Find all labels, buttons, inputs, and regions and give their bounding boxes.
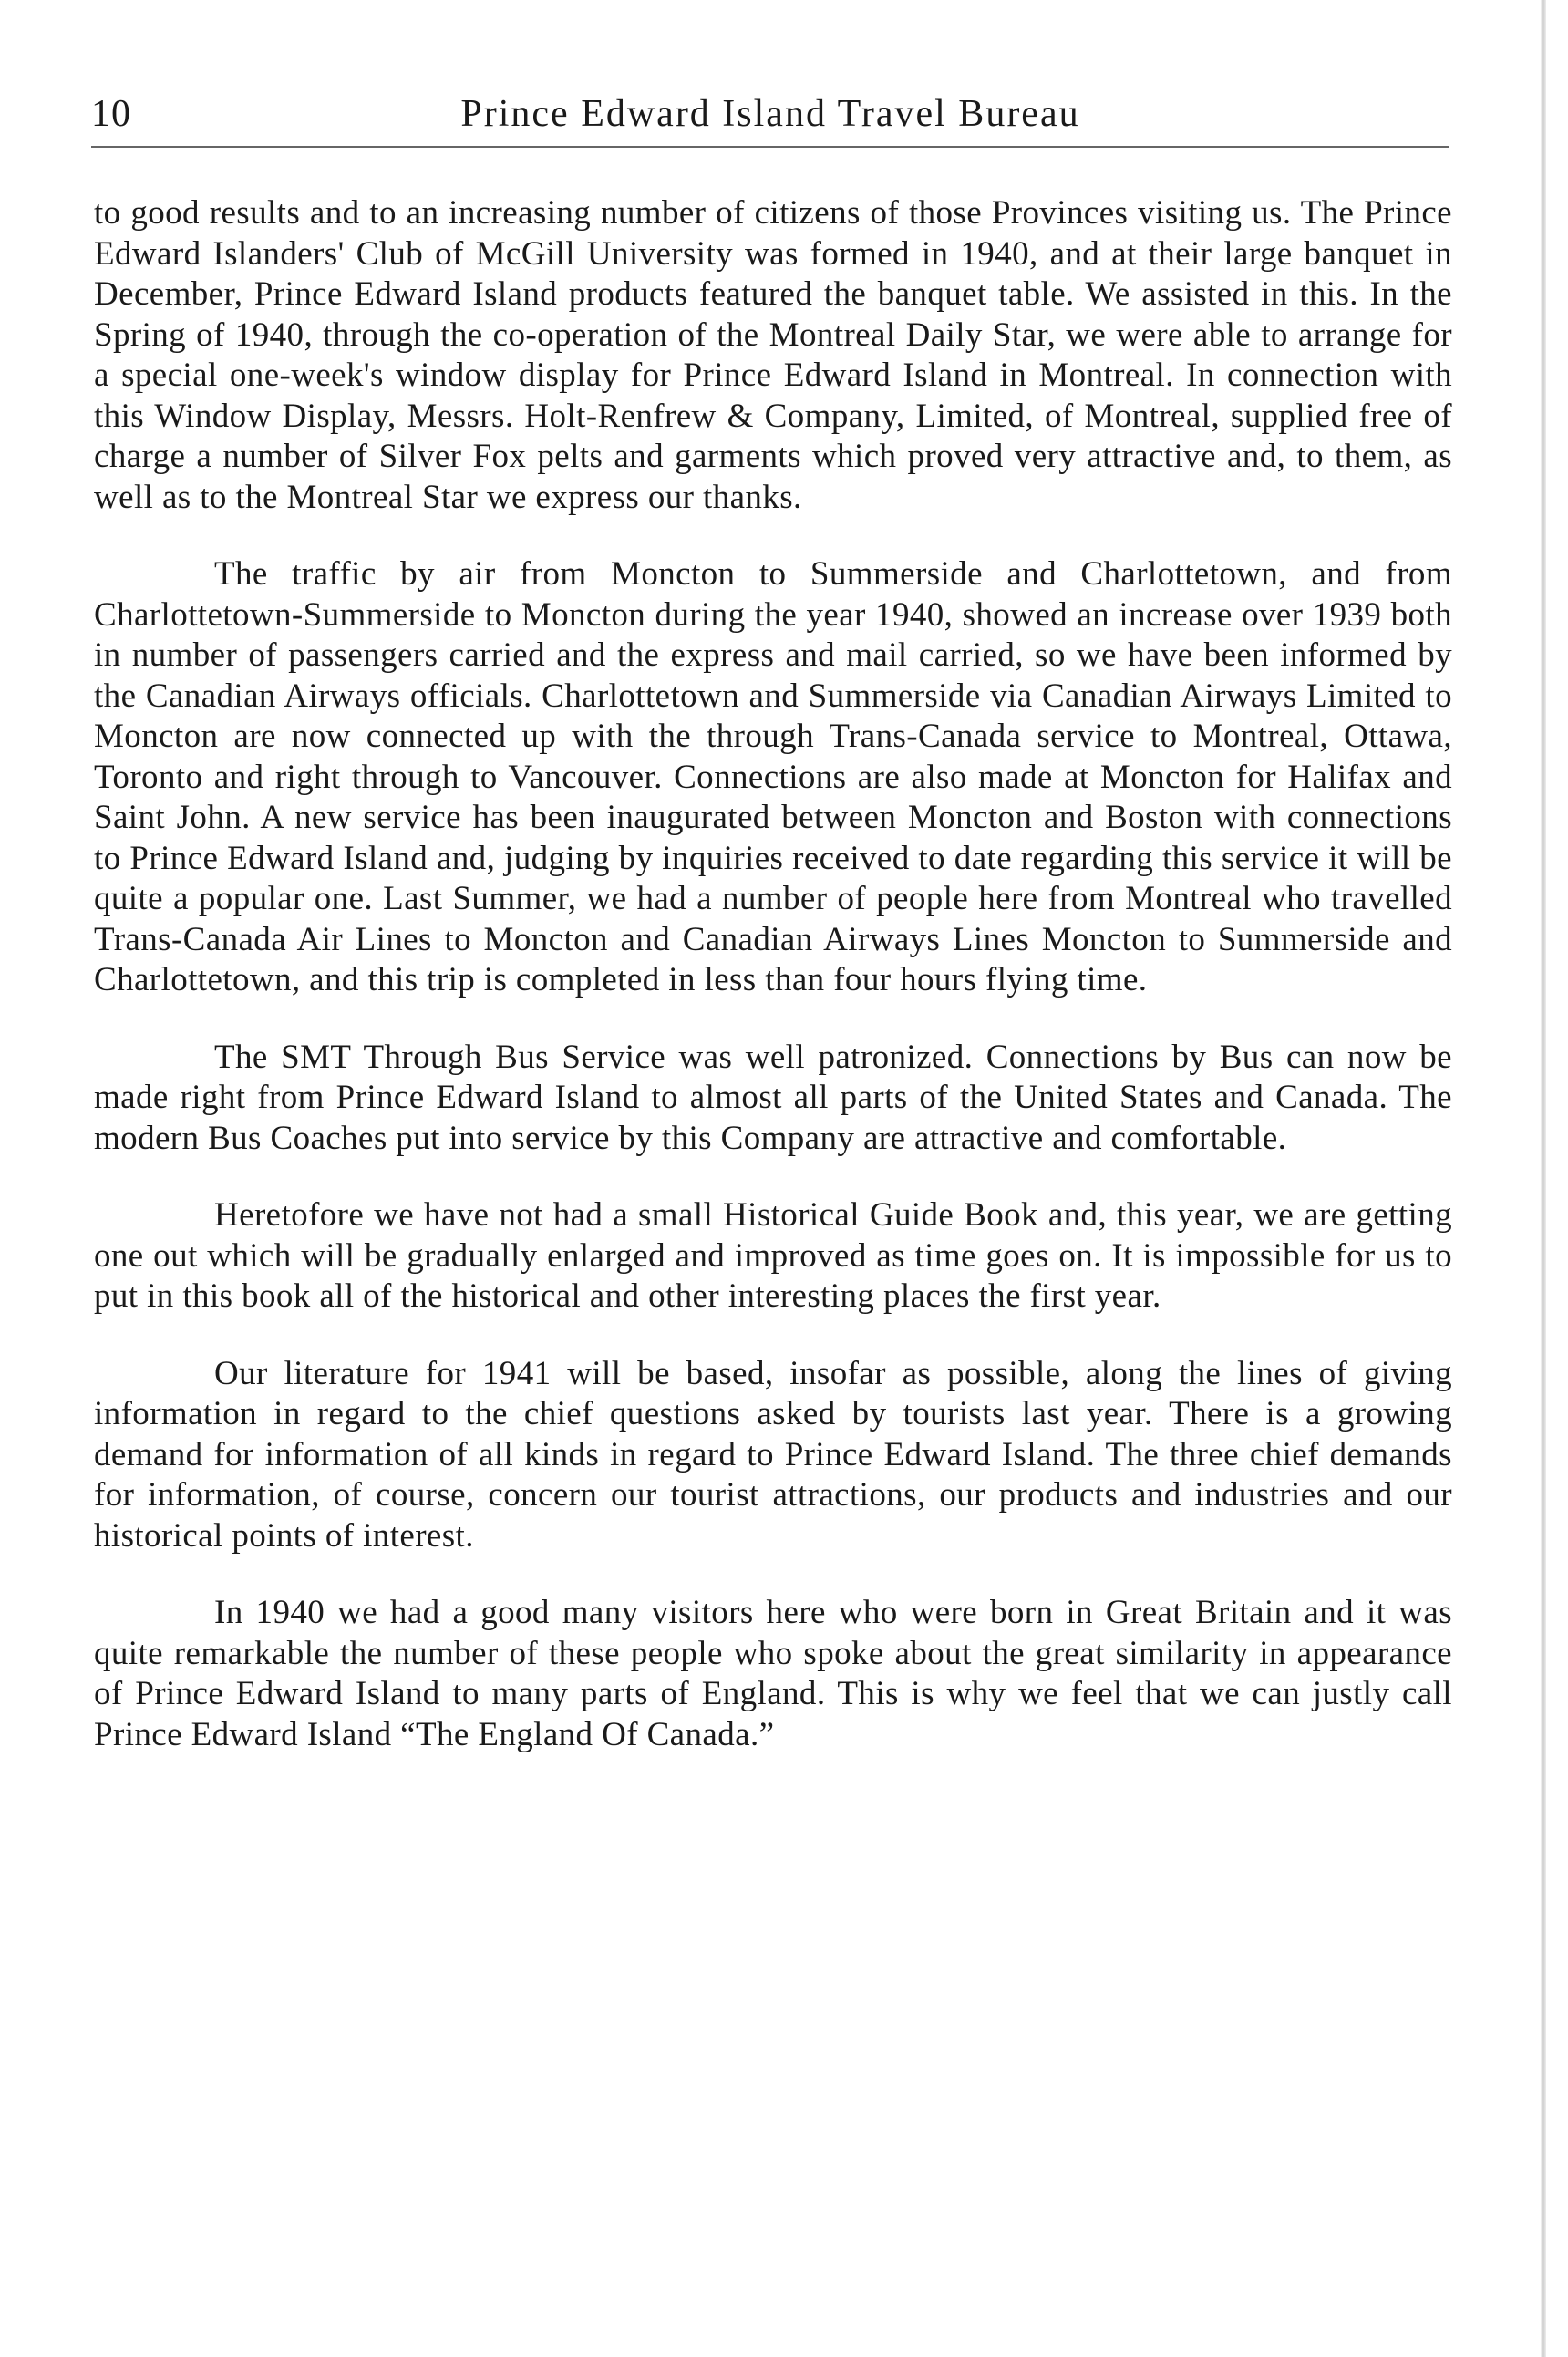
body-text <box>94 193 1452 1792</box>
running-head: Prince Edward Island Travel Bureau <box>460 93 1080 135</box>
paragraph-continued: to good results and to an increasing number of citizens of those Provinces visiting us. The Prince Edward Islanders' Club of McGill University was formed in 1940, and at their large banquet in December, Prince Edward Island products featured the banquet table. We assisted in this. In the Spring of 1940, through the co-operation of the Montreal Daily Star, we were able to arrange for a special one-week's window display for Prince Edward Island in Montreal. In connection with this Window Display, Messrs. Holt-Renfrew & Company, Limited, of Montreal, supplied free of charge a number of Silver Fox pelts and garments which proved very attractive and, to them, as well as to the Montreal Star we express our thanks. <box>94 194 1452 516</box>
paragraph-literature: Our literature for 1941 will be based, insofar as possible, along the lines of giving information in regard to the chief questions asked by tourists last year. There is a growing demand for information of all kinds in regard to Prince Edward Island. The three chief demands for information, of course, concern our tourist attractions, our products and industries and our historical points of interest. <box>94 1354 1452 1555</box>
paragraph-england-of-canada: In 1940 we had a good many visitors here who were born in Great Britain and it was quite remarkable the number of these people who spoke about the great similarity in appearance of Prince Edward Island to many parts of England. This is why we feel that we can justly call Prince Edward Island “The England Of Canada.” <box>94 1594 1452 1753</box>
page-number: 10 <box>91 93 131 135</box>
page-header <box>91 87 1449 141</box>
paragraph-air-traffic: The traffic by air from Moncton to Summerside and Charlottetown, and from Charlottetown-Summerside to Moncton during the year 1940, showed an increase over 1939 both in number of passengers carried and the express and mail carried, so we have been informed by the Canadian Airways officials. Charlottetown and Summerside via Canadian Airways Limited to Moncton are now connected up with the through Trans-Canada service to Montreal, Ottawa, Toronto and right through to Vancouver. Connections are also made at Moncton for Halifax and Saint John. A new service has been inaugurated between Moncton and Boston with connections to Prince Edward Island and, judging by inquiries received to date regarding this service it will be quite a popular one. Last Summer, we had a number of people here from Montreal who travelled Trans-Canada Air Lines to Moncton and Canadian Airways Lines Moncton to Summerside and Charlottetown, and this trip is completed in less than four hours flying time. <box>94 555 1452 998</box>
header-rule <box>91 146 1449 148</box>
scan-edge <box>1541 0 1546 2357</box>
paragraph-bus-service: The SMT Through Bus Service was well patronized. Connections by Bus can now be made right from Prince Edward Island to almost all parts of the United States and Canada. The modern Bus Coaches put into service by this Company are attractive and comfortable. <box>94 1038 1452 1157</box>
paragraph-guide-book: Heretofore we have not had a small Historical Guide Book and, this year, we are getting one out which will be gradually enlarged and improved as time goes on. It is impossible for us to put in this book all of the historical and other interesting places the first year. <box>94 1196 1452 1315</box>
